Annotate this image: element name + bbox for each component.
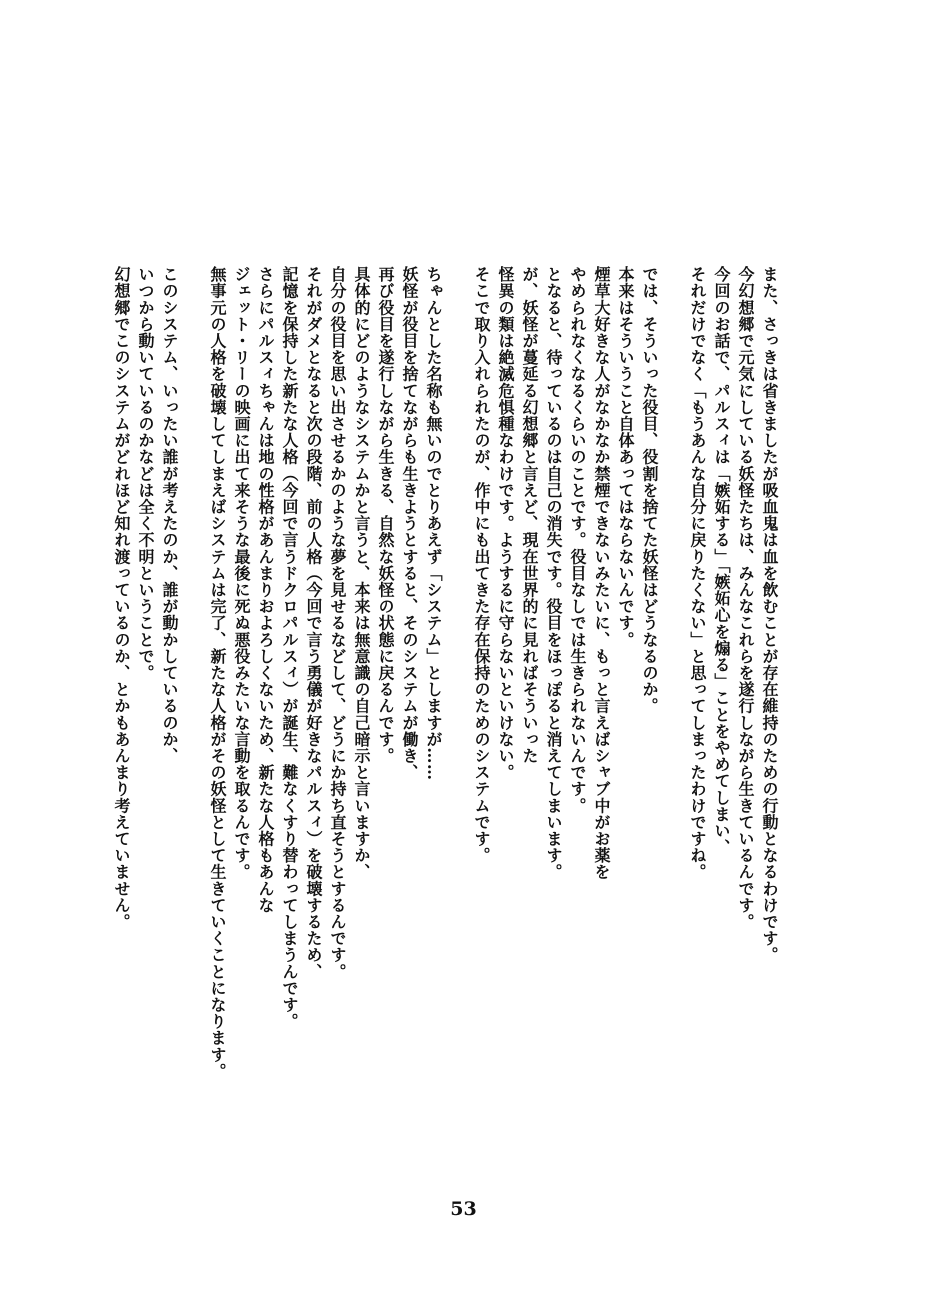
text-line: では、そういった役目、役割を捨てた妖怪はどうなるのか。 [640,266,659,715]
text-line: が、妖怪が蔓延る幻想郷と言えど、現在世界的に見ればそういった [520,266,539,764]
text-line: いつから動いているのかなどは全く不明ということで。 [136,266,155,681]
text-line: また、さっきは省きましたが吸血鬼は血を飲むことが存在維持のための行動となるわけです。 [760,266,779,964]
text-line: それがダメとなると次の段階、前の人格（今回で言う勇儀が好きなパルスィ）を破壊するため、 [304,266,323,980]
paragraph-gap [181,266,205,1046]
text-line: 無事元の人格を破壊してしまえばシステムは完了、新たな人格がその妖怪として生きていくことになります。 [208,266,227,1080]
text-line: そこで取り入れられたのが、作中にも出てきた存在保持のためのシステムです。 [472,266,491,864]
text-line: ちゃんとした名称も無いのでとりあえず「システム」としますが…… [424,266,443,781]
text-line: 本来はそういうこと自体あってはならないんです。 [616,266,635,648]
paragraph-gap [445,266,469,1046]
text-line: 具体的にどのようなシステムかと言うと、本来は無意識の自己暗示と言いますか、 [352,266,371,881]
text-line: 怪異の類は絶滅危惧種なわけです。ようするに守らないといけない。 [496,266,515,781]
text-line: 幻想郷でこのシステムがどれほど知れ渡っているのか、とかもあんまり考えていません。 [112,266,131,930]
paragraph-gap [661,266,685,1046]
text-line: さらにパルスィちゃんは地の性格があんまりおよろしくないため、新たな人格もあんな [256,266,275,914]
paragraph [205,266,445,1080]
text-line: 記憶を保持した新たな人格（今回で言うドクロパルスィ）が誕生、難なくすり替わってしまうんです。 [280,266,299,1030]
paragraph [469,266,661,1046]
paragraph [685,266,781,1046]
text-line: 今幻想郷で元気にしている妖怪たちは、みんなこれらを遂行しながら生きているんです。 [736,266,755,930]
text-line: ジェット・リーの映画に出て来そうな最後に死ぬ悪役みたいな言動を取るんです。 [232,266,251,881]
text-line: となると、待っているのは自己の消失です。役目をほっぽると消えてしまいます。 [544,266,563,881]
body-text [109,266,781,1080]
text-line: それだけでなく「もうあんな自分に戻りたくない」と思ってしまったわけですね。 [688,266,707,881]
text-line: 自分の役目を思い出させるかのような夢を見せるなどして、どうにか持ち直そうとするんです。 [328,266,347,980]
text-line: このシステム、いったい誰が考えたのか、誰が動かしているのか、 [160,266,179,764]
paragraph [109,266,181,1046]
text-line: 今回のお話で、パルスィは「嫉妬する」「嫉妬心を煽る」ことをやめてしまい、 [712,266,731,856]
text-line: 煙草大好きな人がなかなか禁煙できないみたいに、もっと言えばシャブ中がお薬を [592,266,611,881]
page-number: 53 [450,1198,477,1220]
text-line: 再び役目を遂行しながら生きる、自然な妖怪の状態に戻るんです。 [376,266,395,764]
text-line: やめられなくなるくらいのことです。役目なしでは生きられないんです。 [568,266,587,814]
text-line: 妖怪が役目を捨てながらも生きようとすると、そのシステムが働き、 [400,266,419,781]
